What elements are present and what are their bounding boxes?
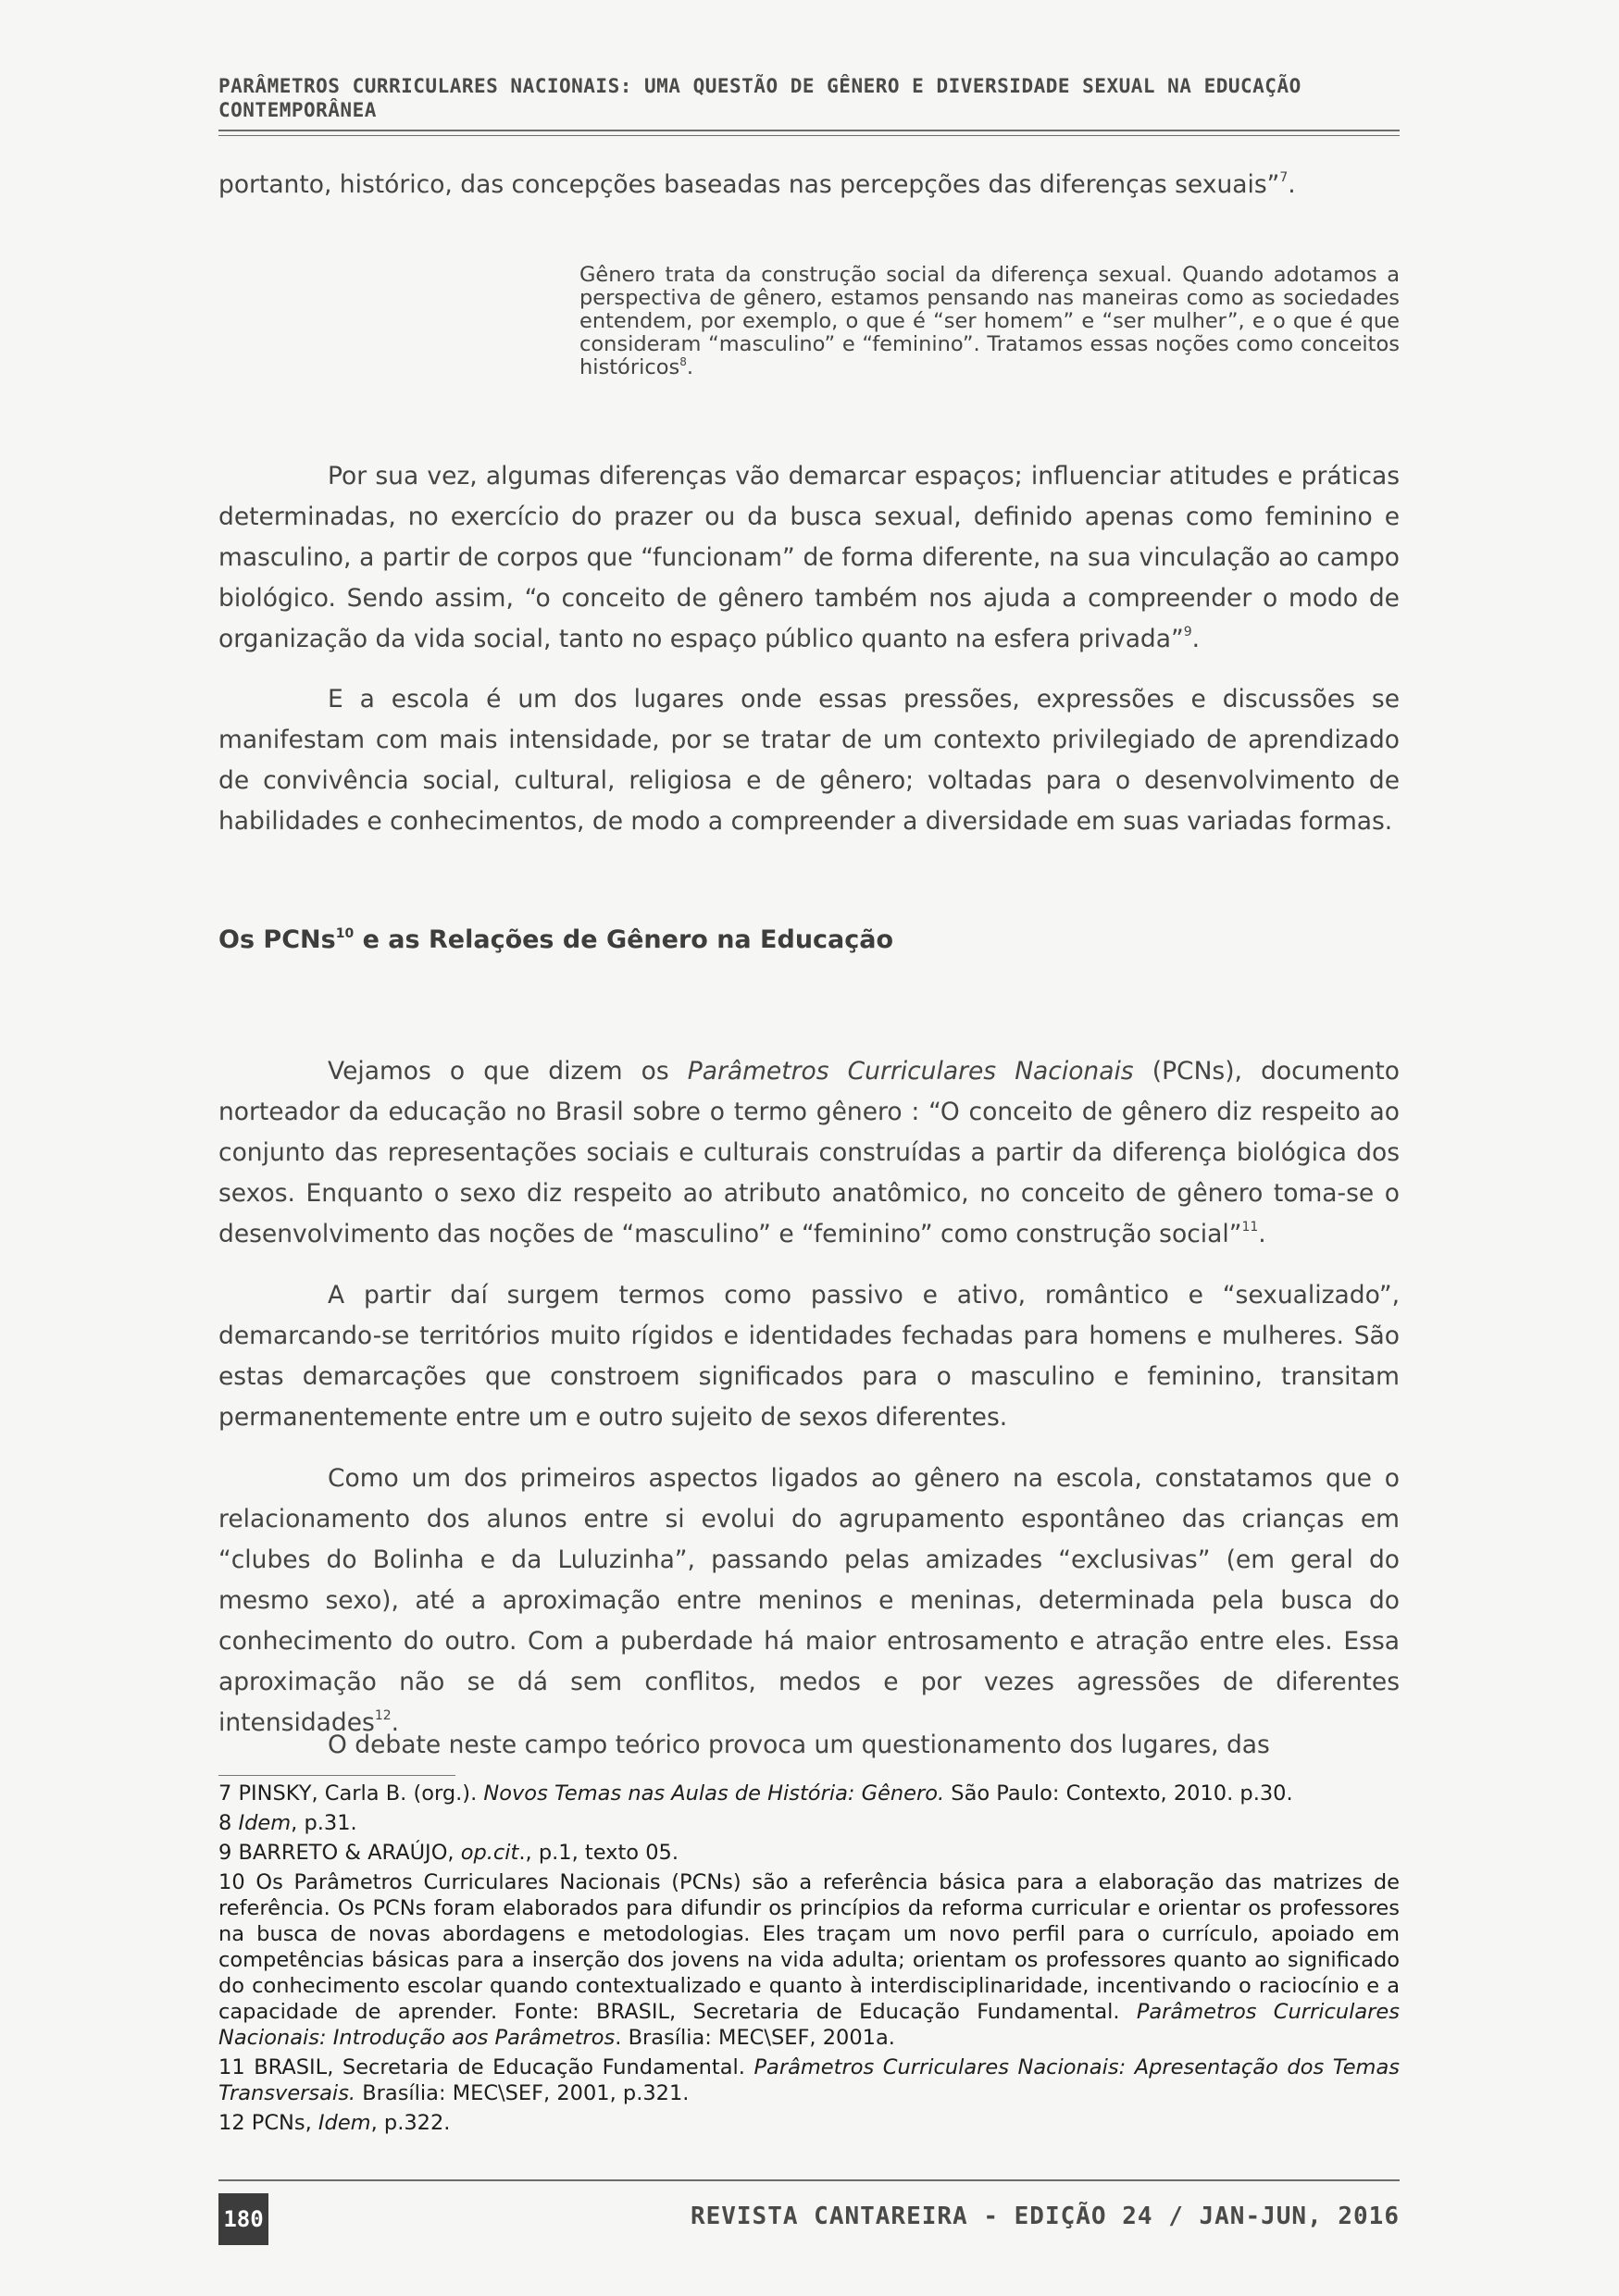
block-quote-text: Gênero trata da construção social da diferença sexual. Quando adotamos a perspectiva de gênero, estamos pensando nas maneiras como as sociedades entendem, por exemplo, o que é “ser homem” e “ser mulher”, e o que é que consideram “masculino” e “feminino”. Tratamos essas noções como conceitos históricos	[579, 263, 1400, 379]
paragraph-text: Por sua vez, algumas diferenças vão demarcar espaços; influenciar atitudes e práticas determinadas, no exercício do prazer ou da busca sexual, definido apenas como feminino e masculino, a partir de corpos que “funcionam” de forma diferente, na sua vinculação ao campo biológico. Sendo assim, “o conceito de gênero também nos ajuda a compreender o modo de organização da vida social, tanto no espaço público quanto na esfera privada”	[218, 462, 1400, 653]
footnote-italic: op.cit	[460, 1841, 519, 1865]
footnote-text-cont: , p.31.	[291, 1811, 357, 1835]
section-heading-text: Os PCNs	[218, 925, 336, 954]
header-rule	[218, 130, 1400, 131]
footnote-text-cont: . Brasília: MEC\SEF, 2001a.	[615, 2026, 895, 2050]
footnote-ref-9[interactable]: 9	[1183, 625, 1192, 639]
paragraph-continuation: portanto, histórico, das concepções baseadas nas percepções das diferenças sexuais”$^7$.	[218, 170, 1296, 199]
footer-rule	[218, 2179, 1400, 2181]
footnote-text: 7 PINSKY, Carla B. (org.).	[218, 1781, 484, 1806]
footnote-italic: Idem	[318, 2111, 371, 2135]
footnote-separator	[218, 1775, 455, 1776]
footnote-italic: Novos Temas nas Aulas de História: Gênero.	[483, 1781, 945, 1806]
paragraph-1: Por sua vez, algumas diferenças vão demarcar espaços; influenciar atitudes e práticas determinadas, no exercício do prazer ou da busca sexual, definido apenas como feminino e masculino, a partir de corpos que “funcionam” de forma diferente, na sua vinculação ao campo biológico. Sendo assim, “o conceito de gênero também nos ajuda a compreender o modo de organização da vida social, tanto no espaço público quanto na esfera privada”$^9$.	[218, 462, 1400, 653]
footnotes	[218, 1781, 1400, 2140]
paragraph-3: Vejamos o que dizem os Parâmetros Curriculares Nacionais (PCNs), documento norteador da educação no Brasil sobre o termo gênero : “O conceito de gênero diz respeito ao conjunto das representações sociais e culturais construídas a partir da diferença biológica dos sexos. Enquanto o sexo diz respeito ao atributo anatômico, no conceito de gênero toma-se o desenvolvimento das noções de “masculino” e “feminino” como construção social”$^{11}$.	[218, 1057, 1400, 1248]
footnote-text-cont: ., p.1, texto 05.	[518, 1841, 679, 1865]
footnote-ref-8[interactable]: 8	[679, 355, 687, 368]
paragraph-5: Como um dos primeiros aspectos ligados ao gênero na escola, constatamos que o relacionamento dos alunos entre si evolui do agrupamento espontâneo das crianças em “clubes do Bolinha e da Luluzinha”, passando pelas amizades “exclusivas” (em geral do mesmo sexo), até a aproximação entre meninos e meninas, determinada pela busca do conhecimento do outro. Com a puberdade há maior entrosamento e atração entre eles. Essa aproximação não se dá sem conflitos, medos e por vezes agressões de diferentes intensidades$^{12}$.	[218, 1464, 1400, 1737]
paragraph-text: A partir daí surgem termos como passivo e ativo, romântico e “sexualizado”, demarcando-se territórios muito rígidos e identidades fechadas para homens e mulheres. São estas demarcações que constroem significados para o masculino e feminino, transitam permanentemente entre um e outro sujeito de sexos diferentes.	[218, 1281, 1400, 1432]
footnote-ref-11[interactable]: 11	[1241, 1220, 1259, 1235]
footnote-text-cont: São Paulo: Contexto, 2010. p.30.	[944, 1781, 1293, 1806]
paragraph-2	[218, 679, 1400, 842]
footnote-text-cont: Brasília: MEC\SEF, 2001, p.321.	[355, 2081, 690, 2105]
page-number: 180	[218, 2193, 268, 2245]
paragraph-text-cont: (PCNs), documento norteador da educação no Brasil sobre o termo gênero : “O conceito de gênero diz respeito ao conjunto das representações sociais e culturais construídas a partir da diferença biológica dos sexos. Enquanto o sexo diz respeito ao atributo anatômico, no conceito de gênero toma-se o desenvolvimento das noções de “masculino” e “feminino” como construção social”	[218, 1057, 1400, 1248]
footnote-text: 9 BARRETO & ARAÚJO,	[218, 1841, 461, 1865]
footnote-text: 11 BRASIL, Secretaria de Educação Fundamental.	[218, 2055, 754, 2079]
paragraph-text: Vejamos o que dizem os	[328, 1057, 688, 1086]
paragraph-4	[218, 1275, 1400, 1438]
section-heading-text-cont: e as Relações de Gênero na Educação	[354, 925, 894, 954]
paragraph-text: Como um dos primeiros aspectos ligados ao gênero na escola, constatamos que o relacionamento dos alunos entre si evolui do agrupamento espontâneo das crianças em “clubes do Bolinha e da Luluzinha”, passando pelas amizades “exclusivas” (em geral do mesmo sexo), até a aproximação entre meninos e meninas, determinada pela busca do conhecimento do outro. Com a puberdade há maior entrosamento e atração entre eles. Essa aproximação não se dá sem conflitos, medos e por vezes agressões de diferentes intensidades	[218, 1464, 1400, 1737]
paragraph-italic: Parâmetros Curriculares Nacionais	[687, 1057, 1134, 1086]
footnote-ref-12[interactable]: 12	[374, 1708, 392, 1723]
footnote-12	[218, 2110, 1400, 2136]
footnote-text: 10 Os Parâmetros Curriculares Nacionais (PCNs) são a referência básica para a elaboração das matrizes de referência. Os PCNs foram elaborados para difundir os princípios da reforma curricular e orientar os professores na busca de novas abordagens e metodologias. Eles traçam um novo perfil para o currículo, apoiado em competências básicas para a inserção dos jovens na vida adulta; orientam os professores quanto ao significado do conhecimento escolar quando contextualizado e quanto à interdisciplinaridade, incentivando o raciocínio e a capacidade de aprender. Fonte: BRASIL, Secretaria de Educação Fundamental.	[218, 1870, 1400, 2024]
footnote-text: 8	[218, 1811, 239, 1835]
footnote-8	[218, 1810, 1400, 1836]
footnote-9	[218, 1840, 1400, 1866]
paragraph-text: portanto, histórico, das concepções baseadas nas percepções das diferenças sexuais”	[218, 170, 1280, 199]
running-header: PARÂMETROS CURRICULARES NACIONAIS: UMA QUESTÃO DE GÊNERO E DIVERSIDADE SEXUAL NA EDUCAÇÃO CONTEMPORÂNEA	[218, 75, 1301, 121]
footnote-italic: Parâmetros Curriculares Nacionais: Apresentação dos Temas Transversais.	[218, 2055, 1400, 2105]
footnote-ref-7[interactable]: 7	[1279, 170, 1289, 185]
block-quote: Gênero trata da construção social da diferença sexual. Quando adotamos a perspectiva de gênero, estamos pensando nas maneiras como as sociedades entendem, por exemplo, o que é “ser homem” e “ser mulher”, e o que é que consideram “masculino” e “feminino”. Tratamos essas noções como conceitos históricos$^8$.	[579, 263, 1400, 379]
footnote-italic: Parâmetros Curriculares Nacionais: Introdução aos Parâmetros	[218, 2000, 1401, 2050]
header-rule-thin	[218, 135, 1400, 136]
paragraph-6	[218, 1725, 1400, 1766]
footnote-text-cont: , p.322.	[370, 2111, 451, 2135]
footnote-7	[218, 1781, 1400, 1806]
section-heading	[218, 925, 893, 954]
footnote-italic: Idem	[238, 1811, 292, 1835]
journal-name: REVISTA CANTAREIRA - EDIÇÃO 24 / JAN-JUN, 2016	[690, 2203, 1400, 2230]
paragraph-text: E a escola é um dos lugares onde essas pressões, expressões e discussões se manifestam com mais intensidade, por se tratar de um contexto privilegiado de aprendizado de convivência social, cultural, religiosa e de gênero; voltadas para o desenvolvimento de habilidades e conhecimentos, de modo a compreender a diversidade em suas variadas formas.	[218, 685, 1400, 836]
footnote-ref-10[interactable]: 10	[335, 926, 355, 941]
footnote-text: 12 PCNs,	[218, 2111, 318, 2135]
paragraph-text: O debate neste campo teórico provoca um questionamento dos lugares, das	[328, 1731, 1270, 1759]
footnote-11	[218, 2054, 1400, 2106]
footnote-10	[218, 1869, 1400, 2051]
